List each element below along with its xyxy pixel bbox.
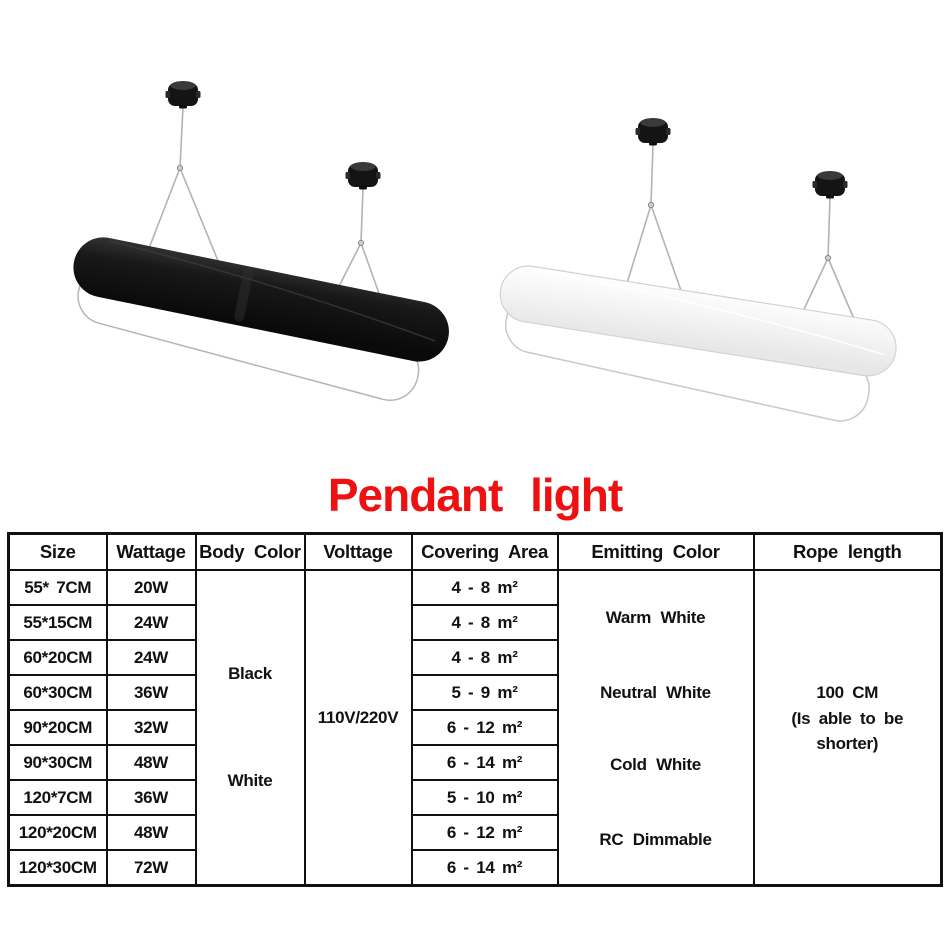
rope-length-line: shorter) <box>816 733 879 753</box>
wattage-cell: 24W <box>107 640 196 675</box>
col-header-wattage: Wattage <box>107 534 196 571</box>
table-row <box>9 570 942 605</box>
wattage-cell: 48W <box>107 745 196 780</box>
body-color-white-label: White <box>227 770 273 790</box>
pendant-lights-illustration <box>0 0 950 462</box>
body-color-black-label: Black <box>228 664 272 684</box>
col-header-rope-length: Rope length <box>754 534 942 571</box>
wattage-cell: 48W <box>107 815 196 850</box>
size-cell: 120*30CM <box>9 850 107 886</box>
size-cell: 60*20CM <box>9 640 107 675</box>
emitting-color-cell <box>558 570 754 886</box>
covering-area-cell: 6 - 14 m² <box>412 745 558 780</box>
body-color-cell <box>196 570 305 886</box>
rope-length-cell <box>754 570 942 886</box>
size-cell: 90*30CM <box>9 745 107 780</box>
product-photo <box>0 0 950 462</box>
page-title: Pendant light <box>327 469 623 521</box>
wire-gripper-icon <box>358 240 363 245</box>
emitting-rc-dimmable-label: RC Dimmable <box>599 830 712 850</box>
emitting-cold-white-label: Cold White <box>610 755 701 775</box>
covering-area-cell: 4 - 8 m² <box>412 605 558 640</box>
covering-area-cell: 6 - 12 m² <box>412 710 558 745</box>
covering-area-cell: 6 - 14 m² <box>412 850 558 886</box>
size-cell: 120*7CM <box>9 780 107 815</box>
white-pendant-light <box>488 262 900 430</box>
emitting-neutral-white-label: Neutral White <box>600 683 711 703</box>
ceiling-canopy-icon <box>166 81 201 109</box>
wattage-cell: 24W <box>107 605 196 640</box>
wire-gripper-icon <box>648 202 653 207</box>
size-cell: 55*15CM <box>9 605 107 640</box>
rope-length-line: (Is able to be <box>791 708 904 728</box>
size-cell: 60*30CM <box>9 675 107 710</box>
covering-area-cell: 4 - 8 m² <box>412 570 558 605</box>
wattage-cell: 36W <box>107 780 196 815</box>
col-header-covering-area: Covering Area <box>412 534 558 571</box>
wire-gripper-icon <box>825 255 830 260</box>
covering-area-cell: 4 - 8 m² <box>412 640 558 675</box>
rope-length-line: 100 CM <box>816 682 879 702</box>
wattage-cell: 72W <box>107 850 196 886</box>
covering-area-cell: 5 - 9 m² <box>412 675 558 710</box>
voltage-value: 110V/220V <box>317 708 399 728</box>
covering-area-cell: 5 - 10 m² <box>412 780 558 815</box>
size-cell: 55* 7CM <box>9 570 107 605</box>
size-cell: 90*20CM <box>9 710 107 745</box>
col-header-body-color: Body Color <box>196 534 305 571</box>
ceiling-canopy-icon <box>346 162 381 190</box>
col-header-size: Size <box>9 534 107 571</box>
col-header-voltage: Volttage <box>305 534 412 571</box>
covering-area-cell: 6 - 12 m² <box>412 815 558 850</box>
emitting-warm-white-label: Warm White <box>605 607 706 627</box>
wattage-cell: 20W <box>107 570 196 605</box>
wattage-cell: 36W <box>107 675 196 710</box>
wattage-cell: 32W <box>107 710 196 745</box>
ceiling-canopy-icon <box>813 171 848 199</box>
size-cell: 120*20CM <box>9 815 107 850</box>
ceiling-canopy-icon <box>636 118 671 146</box>
wire-gripper-icon <box>177 165 182 170</box>
col-header-emitting-color: Emitting Color <box>558 534 754 571</box>
rope-length-text <box>755 680 941 757</box>
voltage-cell <box>305 570 412 886</box>
header-row <box>9 534 942 571</box>
black-pendant-light <box>59 232 454 411</box>
spec-table <box>7 532 943 887</box>
